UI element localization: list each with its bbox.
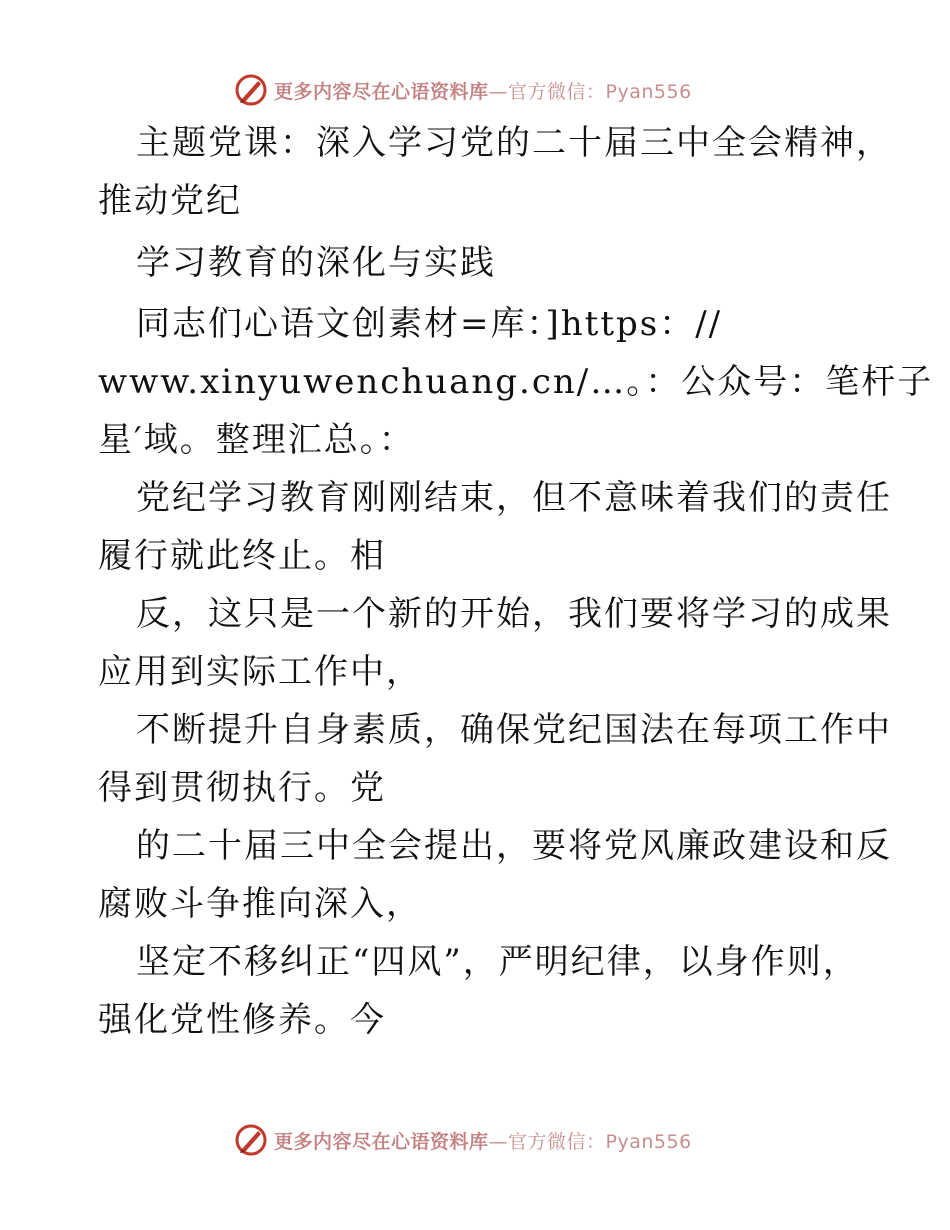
- text-line: 腐败斗争推向深入，: [98, 884, 422, 924]
- text-line: 强化党性修养。今: [98, 1000, 386, 1040]
- pen-logo-icon: [234, 73, 268, 107]
- header-banner: [234, 72, 692, 108]
- header-wechat-text: 官方微信：Pyan556: [508, 80, 692, 103]
- text-line: 的二十届三中全会提出，要将党风廉政建设和反: [136, 826, 892, 866]
- text-line: 主题党课：深入学习党的二十届三中全会精神，: [136, 123, 892, 163]
- footer-banner: [234, 1122, 692, 1158]
- text-line: 学习教育的深化与实践: [136, 243, 496, 283]
- footer-dash: —: [488, 1130, 509, 1153]
- text-line: 履行就此终止。相: [98, 536, 386, 576]
- text-line: 星′域。整理汇总。：: [98, 420, 415, 460]
- footer-site-text: 更多内容尽在心语资料库: [274, 1130, 489, 1153]
- footer-wechat-text: 官方微信：Pyan556: [508, 1130, 692, 1153]
- text-line: 坚定不移纠正“四风”，严明纪律，以身作则，: [136, 942, 859, 982]
- text-line: 推动党纪: [98, 181, 242, 221]
- text-line: 应用到实际工作中，: [98, 652, 422, 692]
- header-dash: —: [488, 80, 509, 103]
- header-banner-text: [274, 77, 692, 104]
- text-line: 不断提升自身素质，确保党纪国法在每项工作中: [136, 710, 892, 750]
- text-line: 得到贯彻执行。党: [98, 768, 386, 808]
- text-line: 党纪学习教育刚刚结束，但不意味着我们的责任: [136, 478, 892, 518]
- pen-logo-icon: [234, 1123, 268, 1157]
- header-site-text: 更多内容尽在心语资料库: [274, 80, 489, 103]
- text-line: www.xinyuwenchuang.cn/…。：公众号：笔杆子: [98, 362, 934, 402]
- text-line: 反，这只是一个新的开始，我们要将学习的成果: [136, 594, 892, 634]
- text-line: 同志们心语文创素材=库：]https：//: [136, 304, 723, 344]
- footer-banner-text: [274, 1127, 692, 1154]
